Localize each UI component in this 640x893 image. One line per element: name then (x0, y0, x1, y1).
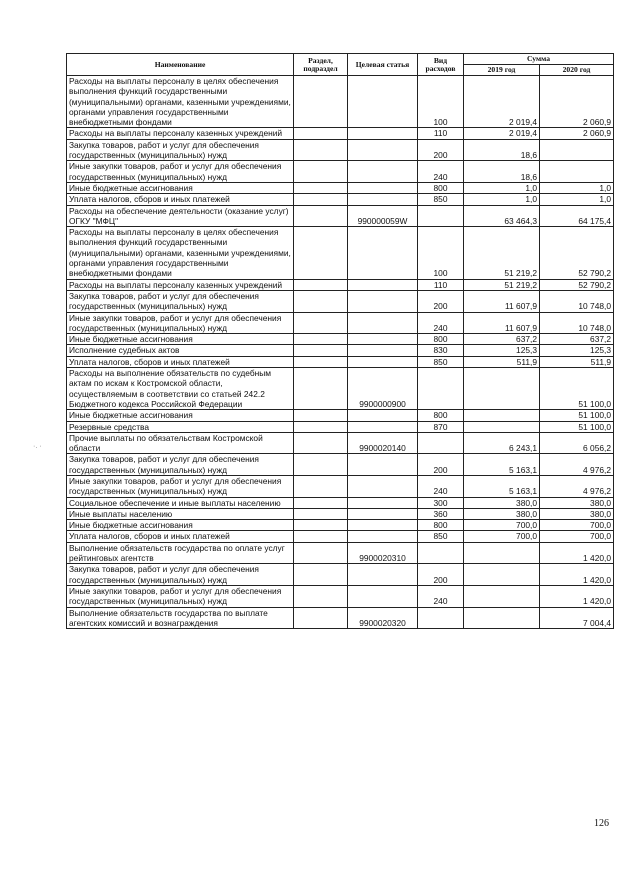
cell-target (348, 194, 418, 205)
cell-y2019: 6 243,1 (464, 432, 540, 454)
cell-y2019 (464, 585, 540, 607)
cell-y2019 (464, 368, 540, 410)
cell-y2019 (464, 564, 540, 586)
cell-section (294, 585, 348, 607)
cell-type: 850 (418, 356, 464, 367)
cell-y2020: 10 748,0 (540, 290, 614, 312)
cell-section (294, 312, 348, 334)
cell-y2019 (464, 542, 540, 564)
cell-section (294, 290, 348, 312)
cell-target (348, 312, 418, 334)
header-name: Наименование (67, 54, 294, 76)
cell-name: Уплата налогов, сборов и иных платежей (67, 356, 294, 367)
table-row (67, 182, 614, 193)
cell-y2020: 380,0 (540, 497, 614, 508)
table-row (67, 227, 614, 279)
cell-y2019: 2 019,4 (464, 76, 540, 128)
cell-target (348, 356, 418, 367)
cell-y2020: 4 976,2 (540, 475, 614, 497)
header-section: Раздел, подраздел (294, 54, 348, 76)
cell-target (348, 227, 418, 279)
cell-type (418, 542, 464, 564)
cell-type: 110 (418, 279, 464, 290)
cell-target (348, 585, 418, 607)
cell-type: 850 (418, 194, 464, 205)
cell-type: 100 (418, 76, 464, 128)
cell-y2020: 1,0 (540, 194, 614, 205)
table-row (67, 564, 614, 586)
cell-name: Иные бюджетные ассигнования (67, 182, 294, 193)
cell-y2019: 63 464,3 (464, 205, 540, 227)
table-row (67, 475, 614, 497)
cell-name: Резервные средства (67, 421, 294, 432)
cell-type: 360 (418, 508, 464, 519)
table-row (67, 585, 614, 607)
cell-section (294, 421, 348, 432)
cell-y2019: 18,6 (464, 161, 540, 183)
cell-section (294, 345, 348, 356)
page-number: 126 (594, 818, 609, 829)
table-row (67, 542, 614, 564)
cell-name: Закупка товаров, работ и услуг для обеспечения государственных (муниципальных) нужд (67, 454, 294, 476)
cell-y2020: 64 175,4 (540, 205, 614, 227)
cell-y2019: 5 163,1 (464, 475, 540, 497)
cell-name: Закупка товаров, работ и услуг для обеспечения государственных (муниципальных) нужд (67, 290, 294, 312)
cell-section (294, 564, 348, 586)
cell-target (348, 454, 418, 476)
cell-type (418, 368, 464, 410)
table-row (67, 194, 614, 205)
cell-target (348, 76, 418, 128)
header-sum: Сумма (464, 54, 614, 65)
cell-y2020: 10 748,0 (540, 312, 614, 334)
cell-section (294, 607, 348, 629)
cell-y2020: 1 420,0 (540, 564, 614, 586)
cell-y2020: 125,3 (540, 345, 614, 356)
cell-section (294, 432, 348, 454)
cell-name: Расходы на выплаты персоналу казенных учреждений (67, 279, 294, 290)
cell-section (294, 520, 348, 531)
cell-target (348, 520, 418, 531)
table-row (67, 356, 614, 367)
cell-target (348, 497, 418, 508)
cell-name: Иные закупки товаров, работ и услуг для обеспечения государственных (муниципальных) нужд (67, 475, 294, 497)
cell-section (294, 410, 348, 421)
table-row (67, 454, 614, 476)
cell-y2019: 2 019,4 (464, 128, 540, 139)
cell-type: 100 (418, 227, 464, 279)
cell-type: 200 (418, 564, 464, 586)
cell-name: Выполнение обязательств государства по выплате агентских комиссий и вознаграждения (67, 607, 294, 629)
cell-y2019 (464, 421, 540, 432)
cell-y2020: 511,9 (540, 356, 614, 367)
cell-y2019: 18,6 (464, 139, 540, 161)
table-row (67, 520, 614, 531)
cell-target: 9900020140 (348, 432, 418, 454)
cell-y2019: 51 219,2 (464, 279, 540, 290)
cell-target (348, 345, 418, 356)
cell-section (294, 497, 348, 508)
cell-target (348, 139, 418, 161)
cell-section (294, 454, 348, 476)
table-row (67, 76, 614, 128)
cell-section (294, 368, 348, 410)
cell-y2020: 6 056,2 (540, 432, 614, 454)
cell-section (294, 194, 348, 205)
table-row (67, 205, 614, 227)
cell-name: Закупка товаров, работ и услуг для обеспечения государственных (муниципальных) нужд (67, 564, 294, 586)
cell-y2019: 5 163,1 (464, 454, 540, 476)
cell-target: 990000059W (348, 205, 418, 227)
cell-target (348, 334, 418, 345)
cell-section (294, 531, 348, 542)
cell-target (348, 421, 418, 432)
header-2019: 2019 год (464, 65, 540, 76)
table-header (67, 54, 614, 76)
cell-name: Расходы на обеспечение деятельности (оказание услуг) ОГКУ "МФЦ" (67, 205, 294, 227)
cell-type: 110 (418, 128, 464, 139)
cell-y2019: 11 607,9 (464, 312, 540, 334)
cell-target (348, 410, 418, 421)
cell-type (418, 607, 464, 629)
cell-type: 300 (418, 497, 464, 508)
cell-section (294, 205, 348, 227)
table-row (67, 290, 614, 312)
cell-section (294, 334, 348, 345)
table-row (67, 410, 614, 421)
header-type: Вид расходов (418, 54, 464, 76)
cell-name: Выполнение обязательств государства по оплате услуг рейтинговых агентств (67, 542, 294, 564)
cell-y2019 (464, 410, 540, 421)
cell-y2019: 51 219,2 (464, 227, 540, 279)
cell-section (294, 161, 348, 183)
cell-target: 9900000900 (348, 368, 418, 410)
cell-y2019 (464, 607, 540, 629)
cell-target: 9900020320 (348, 607, 418, 629)
cell-target (348, 182, 418, 193)
cell-type: 200 (418, 454, 464, 476)
cell-name: Исполнение судебных актов (67, 345, 294, 356)
cell-type: 850 (418, 531, 464, 542)
header-target: Целевая статья (348, 54, 418, 76)
cell-type: 800 (418, 334, 464, 345)
cell-y2020: 1 420,0 (540, 585, 614, 607)
cell-name: Иные закупки товаров, работ и услуг для обеспечения государственных (муниципальных) нужд (67, 161, 294, 183)
cell-section (294, 227, 348, 279)
cell-y2020: 51 100,0 (540, 410, 614, 421)
cell-target (348, 290, 418, 312)
cell-y2020: 4 976,2 (540, 454, 614, 476)
stray-marks: ·. · (33, 443, 42, 450)
cell-section (294, 139, 348, 161)
cell-y2020: 51 100,0 (540, 368, 614, 410)
cell-y2020: 51 100,0 (540, 421, 614, 432)
table-row (67, 368, 614, 410)
cell-section (294, 508, 348, 519)
cell-type: 240 (418, 312, 464, 334)
cell-y2019: 700,0 (464, 520, 540, 531)
cell-type: 200 (418, 139, 464, 161)
cell-section (294, 356, 348, 367)
cell-y2019: 1,0 (464, 182, 540, 193)
cell-target (348, 279, 418, 290)
cell-type: 800 (418, 182, 464, 193)
cell-y2019: 637,2 (464, 334, 540, 345)
cell-name: Расходы на выплаты персоналу в целях обеспечения выполнения функций государственными (муниципальными) органами, казенными учреждениями, органами управления государственными внебюджетными фондами (67, 76, 294, 128)
table-row (67, 531, 614, 542)
cell-target (348, 564, 418, 586)
table-row (67, 139, 614, 161)
cell-y2019: 1,0 (464, 194, 540, 205)
table-row (67, 497, 614, 508)
cell-target (348, 531, 418, 542)
cell-type: 240 (418, 161, 464, 183)
cell-y2020: 700,0 (540, 531, 614, 542)
cell-y2020: 7 004,4 (540, 607, 614, 629)
cell-type: 200 (418, 290, 464, 312)
cell-y2019: 700,0 (464, 531, 540, 542)
cell-y2020: 2 060,9 (540, 76, 614, 128)
cell-target (348, 475, 418, 497)
cell-type (418, 205, 464, 227)
table-row (67, 508, 614, 519)
cell-name: Расходы на выполнение обязательств по судебным актам по искам к Костромской области, осуществляемым в соответствии со статьей 242.2 Бюджетного кодекса Российской Федерации (67, 368, 294, 410)
table-row (67, 161, 614, 183)
cell-name: Расходы на выплаты персоналу в целях обеспечения выполнения функций государственными (муниципальными) органами, казенными учреждениями, органами управления государственными внебюджетными фондами (67, 227, 294, 279)
table-row (67, 421, 614, 432)
cell-name: Иные бюджетные ассигнования (67, 520, 294, 531)
cell-type: 800 (418, 410, 464, 421)
table-row (67, 128, 614, 139)
cell-section (294, 542, 348, 564)
cell-name: Прочие выплаты по обязательствам Костромской области (67, 432, 294, 454)
cell-y2020 (540, 139, 614, 161)
cell-type: 240 (418, 475, 464, 497)
header-2020: 2020 год (540, 65, 614, 76)
cell-target (348, 508, 418, 519)
cell-type: 870 (418, 421, 464, 432)
cell-name: Иные бюджетные ассигнования (67, 410, 294, 421)
cell-y2019: 380,0 (464, 508, 540, 519)
table-row (67, 279, 614, 290)
table-row (67, 432, 614, 454)
cell-name: Иные бюджетные ассигнования (67, 334, 294, 345)
cell-name: Иные закупки товаров, работ и услуг для обеспечения государственных (муниципальных) нужд (67, 312, 294, 334)
cell-type: 800 (418, 520, 464, 531)
cell-y2020: 637,2 (540, 334, 614, 345)
table-body (67, 76, 614, 629)
cell-y2019: 125,3 (464, 345, 540, 356)
table-row (67, 334, 614, 345)
cell-type (418, 432, 464, 454)
cell-name: Социальное обеспечение и иные выплаты населению (67, 497, 294, 508)
cell-name: Иные закупки товаров, работ и услуг для обеспечения государственных (муниципальных) нужд (67, 585, 294, 607)
cell-y2020: 1 420,0 (540, 542, 614, 564)
cell-target (348, 161, 418, 183)
cell-name: Уплата налогов, сборов и иных платежей (67, 194, 294, 205)
budget-table (66, 53, 614, 629)
cell-target (348, 128, 418, 139)
cell-y2020: 1,0 (540, 182, 614, 193)
cell-y2019: 11 607,9 (464, 290, 540, 312)
cell-y2020: 52 790,2 (540, 279, 614, 290)
cell-y2020: 700,0 (540, 520, 614, 531)
document-page (66, 53, 614, 629)
cell-y2020: 2 060,9 (540, 128, 614, 139)
cell-name: Иные выплаты населению (67, 508, 294, 519)
cell-y2020: 380,0 (540, 508, 614, 519)
cell-name: Уплата налогов, сборов и иных платежей (67, 531, 294, 542)
cell-section (294, 279, 348, 290)
cell-name: Расходы на выплаты персоналу казенных учреждений (67, 128, 294, 139)
cell-section (294, 182, 348, 193)
table-row (67, 312, 614, 334)
cell-y2019: 380,0 (464, 497, 540, 508)
table-row (67, 607, 614, 629)
table-row (67, 345, 614, 356)
cell-type: 240 (418, 585, 464, 607)
cell-target: 9900020310 (348, 542, 418, 564)
cell-section (294, 128, 348, 139)
cell-name: Закупка товаров, работ и услуг для обеспечения государственных (муниципальных) нужд (67, 139, 294, 161)
cell-y2019: 511,9 (464, 356, 540, 367)
cell-y2020 (540, 161, 614, 183)
cell-y2020: 52 790,2 (540, 227, 614, 279)
cell-type: 830 (418, 345, 464, 356)
cell-section (294, 76, 348, 128)
cell-section (294, 475, 348, 497)
